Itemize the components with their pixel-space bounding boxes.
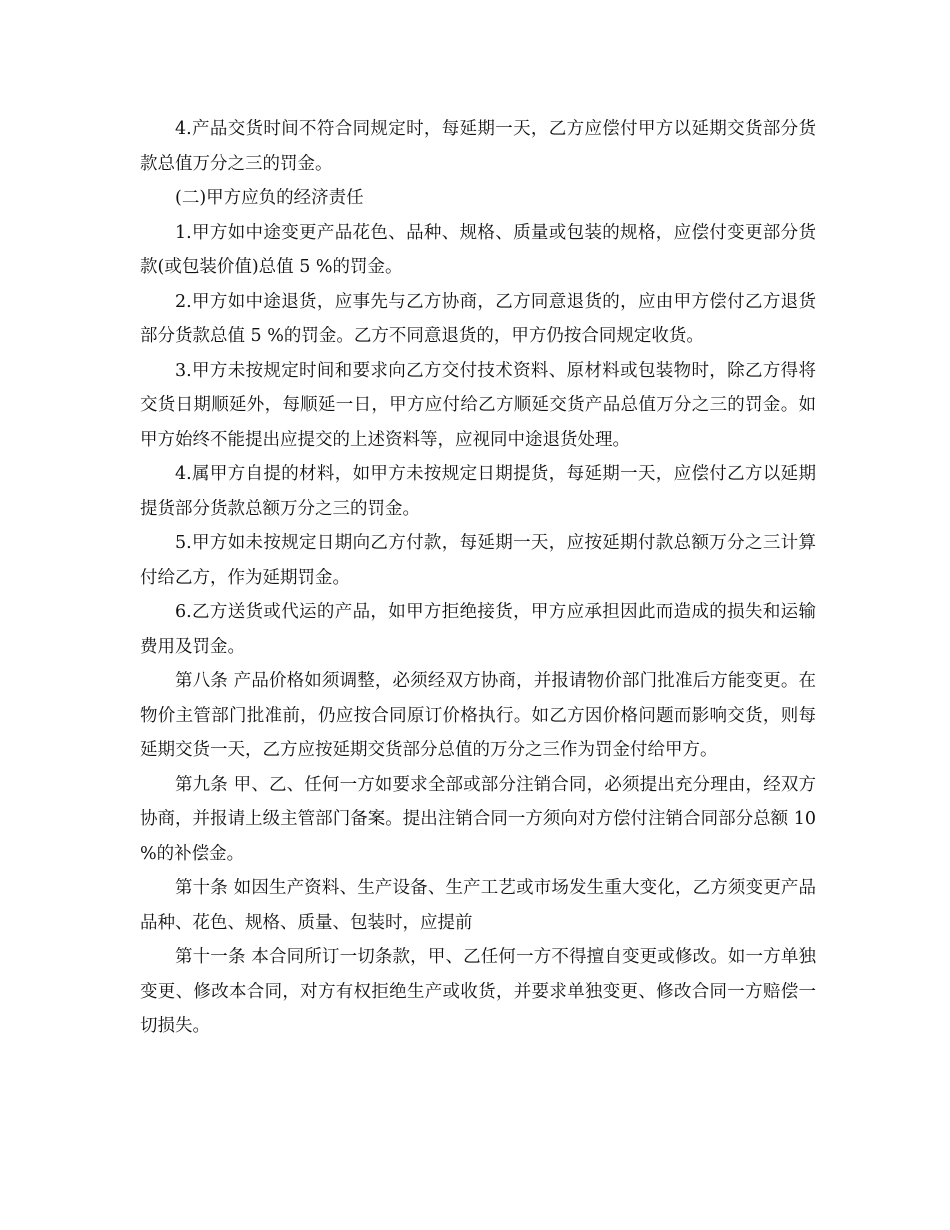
article-8-price-adjustment: 第八条 产品价格如须调整，必须经双方协商，并报请物价部门批准后方能变更。在物价主管部门批准前，仍应按合同原订价格执行。如乙方因价格问题而影响交货，则每延期交货一天，乙方应按延期交货部分总值的万分之三作为罚金付给甲方。 [140,671,816,760]
article-10-production-change: 第十条 如因生产资料、生产设备、生产工艺或市场发生重大变化，乙方须变更产品品种、花色、规格、质量、包装时，应提前 [140,878,816,933]
section-heading-buyer-liability: (二)甲方应负的经济责任 [175,188,364,208]
clause-buyer-late-pickup: 4.属甲方自提的材料，如甲方未按规定日期提货，每延期一天，应偿付乙方以延期提货部分货款总额万分之三的罚金。 [140,464,816,519]
article-11-no-unilateral-change: 第十一条 本合同所订一切条款，甲、乙任何一方不得擅自变更或修改。如一方单独变更、修改本合同，对方有权拒绝生产或收货，并要求单独变更、修改合同一方赔偿一切损失。 [140,947,816,1036]
clause-buyer-return-goods: 2.甲方如中途退货，应事先与乙方协商，乙方同意退货的，应由甲方偿付乙方退货部分货款总值 5 %的罚金。乙方不同意退货的，甲方仍按合同规定收货。 [140,291,816,346]
clause-buyer-late-payment: 5.甲方如未按规定日期向乙方付款，每延期一天，应按延期付款总额万分之三计算付给乙方，作为延期罚金。 [140,533,816,588]
clause-buyer-refuse-delivery: 6.乙方送货或代运的产品，如甲方拒绝接货，甲方应承担因此而造成的损失和运输费用及罚金。 [140,602,816,657]
document-page [140,112,816,1044]
clause-buyer-late-materials: 3.甲方未按规定时间和要求向乙方交付技术资料、原材料或包装物时，除乙方得将交货日期顺延外，每顺延一日，甲方应付给乙方顺延交货产品总值万分之三的罚金。如甲方始终不能提出应提交的上述资料等，应视同中途退货处理。 [140,360,816,450]
clause-buyer-change-spec: 1.甲方如中途变更产品花色、品种、规格、质量或包装的规格，应偿付变更部分货款(或包装价值)总值 5 %的罚金。 [140,222,816,277]
clause-seller-late-delivery: 4.产品交货时间不符合同规定时，每延期一天，乙方应偿付甲方以延期交货部分货款总值万分之三的罚金。 [140,119,816,174]
article-9-contract-cancellation: 第九条 甲、乙、任何一方如要求全部或部分注销合同，必须提出充分理由，经双方协商，并报请上级主管部门备案。提出注销合同一方须向对方偿付注销合同部分总额 10 %的补偿金。 [140,774,816,864]
